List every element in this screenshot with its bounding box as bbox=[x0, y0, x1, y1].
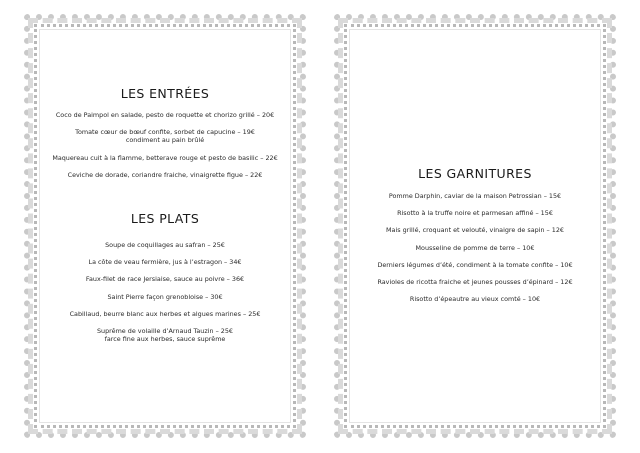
menu-item: Mousseline de pomme de terre – 10€ bbox=[415, 243, 535, 252]
plats-list bbox=[40, 241, 290, 352]
menu-page-right bbox=[334, 14, 616, 438]
menu-item: Risotto à la truffe noire et parmesan affiné – 15€ bbox=[397, 209, 553, 218]
menu-item: Cabillaud, beurre blanc aux herbes et algues marines – 25€ bbox=[69, 309, 261, 318]
menu-item: Faux-filet de race Jersiaise, sauce au poivre – 36€ bbox=[85, 275, 245, 284]
menu-item: Maquereau cuit à la flamme, betterave rouge et pesto de basilic – 22€ bbox=[52, 153, 278, 162]
menu-item: Saint Pierre façon grenobloise – 30€ bbox=[107, 292, 223, 301]
section-title-plats: LES PLATS bbox=[130, 211, 200, 226]
menu-item: Derniers légumes d’été, condiment à la tomate confite – 10€ bbox=[377, 260, 573, 269]
menu-item: Mais grillé, croquant et velouté, vinaigre de sapin – 12€ bbox=[386, 226, 564, 235]
section-title-garnitures: LES GARNITURES bbox=[418, 166, 532, 181]
menu-item: Risotto d’épeautre au vieux comté – 10€ bbox=[409, 295, 541, 304]
menu-item: Coco de Paimpol en salade, pesto de roquette et chorizo grillé – 20€ bbox=[55, 111, 275, 119]
menu-item: Pomme Darphin, caviar de la maison Petrossian – 15€ bbox=[388, 192, 562, 200]
menu-item: Suprême de volaille d’Arnaud Tauzin – 25€ farce fine aux herbes, sauce suprême bbox=[97, 327, 233, 344]
menu-item: La côte de veau fermière, jus à l’estragon – 34€ bbox=[88, 258, 242, 267]
menu-item: Ravioles de ricotta fraiche et jeunes pousses d’épinard – 12€ bbox=[377, 278, 573, 287]
menu-page-left bbox=[24, 14, 306, 438]
menu-item: Ceviche de dorade, coriandre fraiche, vinaigrette figue – 22€ bbox=[67, 170, 263, 179]
menu-item: Soupe de coquillages au safran – 25€ bbox=[105, 241, 225, 249]
entrees-list bbox=[40, 111, 290, 188]
menu-item: Tomate cœur de bœuf confite, sorbet de capucine – 19€ condiment au pain brûlé bbox=[75, 128, 255, 145]
section-title-entrees: LES ENTRÉES bbox=[120, 86, 210, 101]
garnitures-list bbox=[350, 192, 600, 312]
